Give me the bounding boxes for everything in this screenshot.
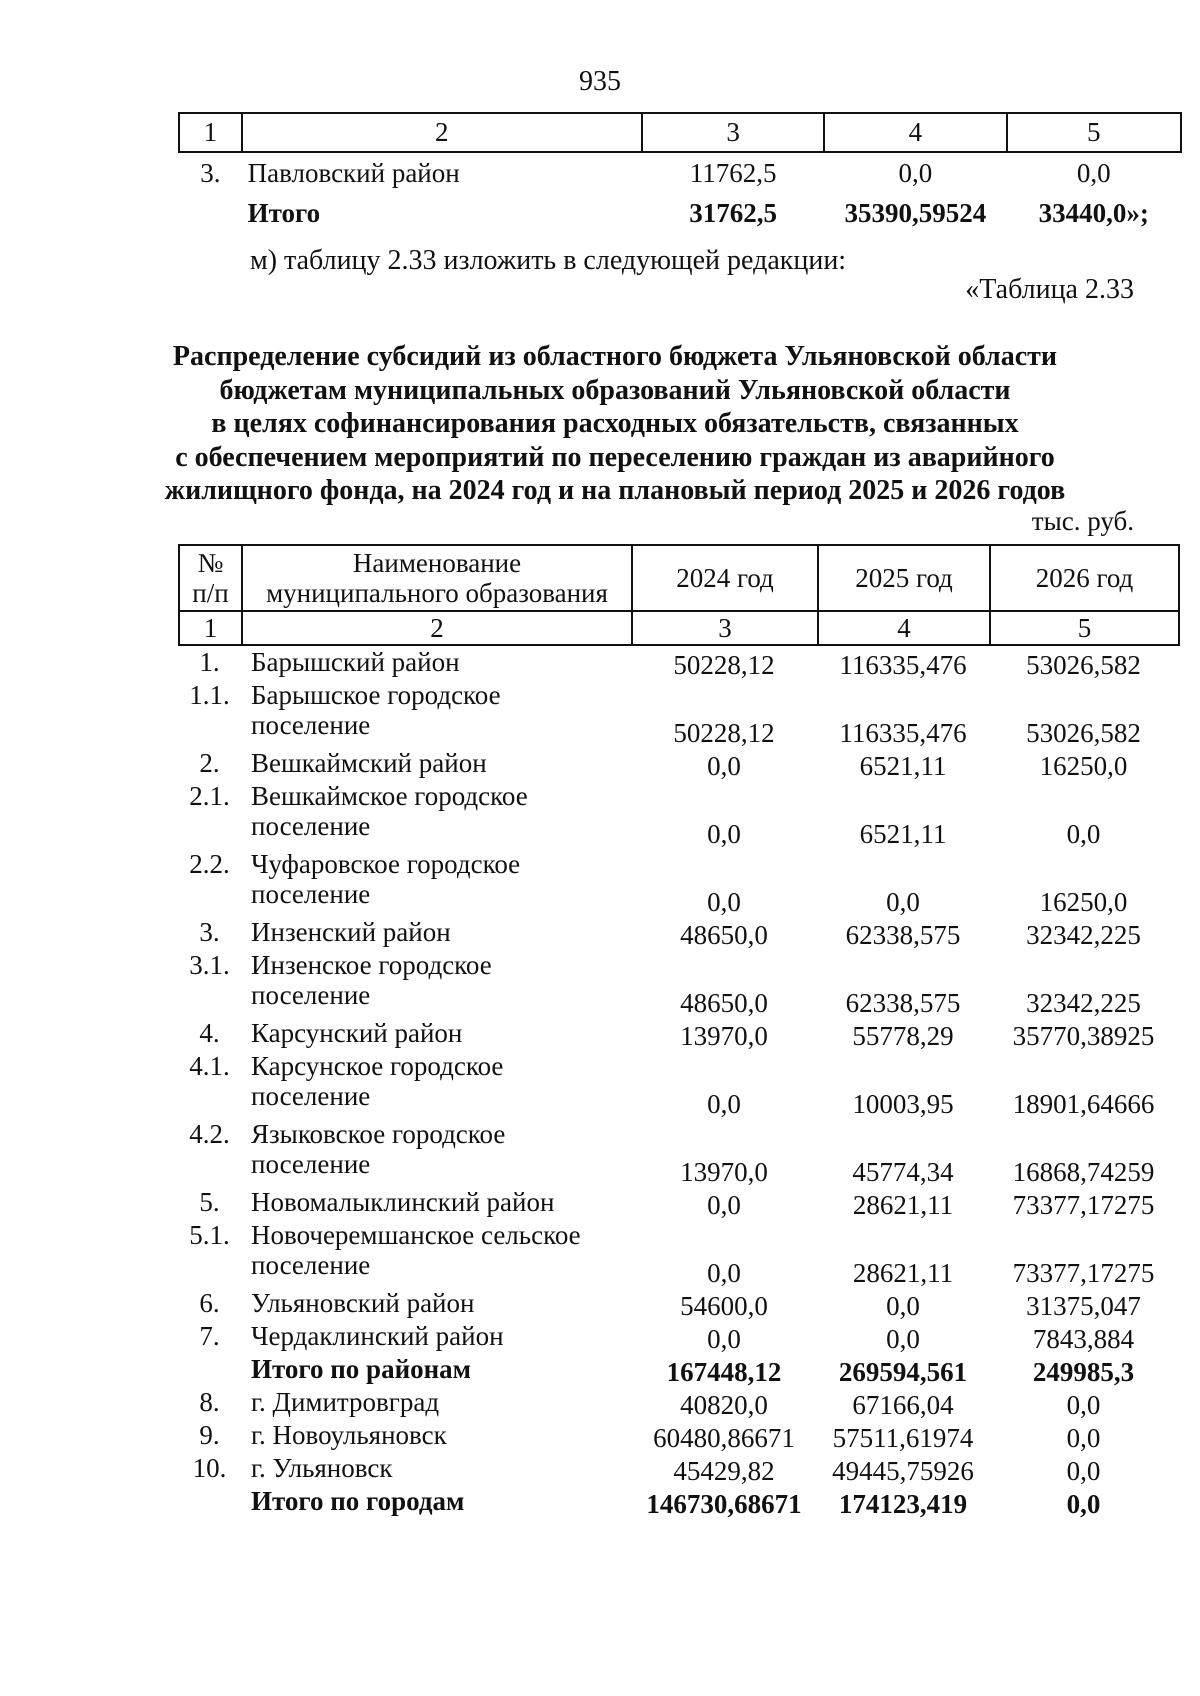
column-number: 2 <box>242 611 632 645</box>
table-row <box>178 1321 1178 1354</box>
value-2024: 13970,0 <box>680 1156 768 1187</box>
header-name: Наименование муниципального образования <box>242 545 632 611</box>
table-row <box>178 1420 1178 1453</box>
table-row <box>178 950 1178 1018</box>
row-name: Итого <box>247 197 321 228</box>
municipality-name: Барышский район <box>251 647 460 677</box>
row-number <box>178 1486 241 1519</box>
column-numbers-row <box>179 611 1179 645</box>
value-2024: 0,0 <box>707 1088 741 1119</box>
municipality-name: Новомалыклинский район <box>251 1187 555 1217</box>
column-number: 5 <box>990 611 1179 645</box>
municipality-name: Чердаклинский район <box>251 1321 504 1351</box>
column-number: 1 <box>179 611 242 645</box>
municipality-name: Карсунский район <box>251 1018 463 1048</box>
row-number: 1. <box>199 647 220 677</box>
value-2025: 55778,29 <box>852 1020 954 1051</box>
row-number: 5. <box>199 1187 220 1217</box>
value-2026: 32342,225 <box>1026 919 1141 950</box>
value-2024: 0,0 <box>707 1323 741 1354</box>
value-2026: 73377,17275 <box>1012 1257 1155 1288</box>
value-2025: 269594,561 <box>838 1356 968 1387</box>
value-2025: 6521,11 <box>859 818 947 849</box>
value-2024: 0,0 <box>707 818 741 849</box>
municipality-name: Языковское городское поселение <box>251 1119 506 1180</box>
row-number: 3. <box>200 157 221 188</box>
title-line: жилищного фонда, на 2024 год и на плановый период 2025 и 2026 годов <box>164 475 1066 507</box>
value-2024: 0,0 <box>707 886 741 917</box>
municipality-name: Карсунское городское поселение <box>251 1051 504 1112</box>
value-2025: 116335,476 <box>839 717 967 748</box>
value-2025: 62338,575 <box>845 919 961 950</box>
value-2024: 45429,82 <box>673 1455 775 1486</box>
table-row <box>178 1453 1178 1486</box>
table-row <box>179 152 1181 193</box>
previous-table-column-numbers <box>179 113 1181 152</box>
table-row <box>178 781 1178 849</box>
total-row <box>178 1486 1178 1519</box>
row-number: 4.1. <box>189 1051 230 1081</box>
value-2026: 73377,17275 <box>1012 1189 1155 1220</box>
row-name: Павловский район <box>247 157 460 188</box>
value-2024: 11762,5 <box>689 157 777 188</box>
value-2024: 146730,68671 <box>646 1488 802 1519</box>
municipality-name: г. Новоульяновск <box>251 1420 447 1450</box>
value-2025: 67166,04 <box>852 1389 954 1420</box>
title-line: Распределение субсидий из областного бюджета Ульяновской области <box>172 341 1058 372</box>
row-number: 4.2. <box>189 1119 230 1149</box>
value-2024: 48650,0 <box>680 987 768 1018</box>
value-2026: 35770,38925 <box>1012 1020 1155 1051</box>
value-2026: 0,0 <box>1066 1455 1101 1486</box>
municipality-name: Инзенский район <box>251 917 451 947</box>
municipality-name: Итого по районам <box>251 1354 472 1384</box>
table-title <box>150 340 1080 508</box>
value-2026: 16868,74259 <box>1012 1156 1155 1187</box>
municipality-name: Итого по городам <box>251 1486 465 1516</box>
municipality-name: Инзенское городское поселение <box>251 950 492 1011</box>
total-row <box>178 1354 1178 1387</box>
page-number: 935 <box>579 66 621 97</box>
column-number: 5 <box>1007 113 1181 152</box>
value-2025: 57511,61974 <box>832 1422 974 1453</box>
value-2026: 0,0 <box>1066 1488 1101 1519</box>
value-2026: 32342,225 <box>1026 987 1141 1018</box>
value-2024: 40820,0 <box>680 1389 768 1420</box>
municipality-name: Барышское городское поселение <box>251 680 501 741</box>
value-2025: 0,0 <box>886 1323 920 1354</box>
value-2025: 49445,75926 <box>832 1455 974 1486</box>
value-2026: 249985,3 <box>1032 1356 1135 1387</box>
value-2024: 50228,12 <box>673 717 775 748</box>
row-number: 2.2. <box>189 849 230 879</box>
municipality-name: г. Димитровград <box>251 1387 440 1417</box>
value-2025: 35390,59524 <box>844 197 987 228</box>
title-line: бюджетам муниципальных образований Ульяновской области <box>219 374 1011 406</box>
table-row <box>178 748 1178 781</box>
row-number: 7. <box>199 1321 220 1351</box>
header-number: № п/п <box>179 545 242 611</box>
row-number: 6. <box>199 1288 220 1318</box>
table-row <box>178 917 1178 950</box>
main-table-header <box>178 544 1180 646</box>
value-2025: 174123,419 <box>838 1488 968 1519</box>
row-number: 8. <box>199 1387 220 1417</box>
header-2024: 2024 год <box>632 545 818 611</box>
header-2025: 2025 год <box>818 545 990 611</box>
value-2024: 48650,0 <box>680 919 768 950</box>
table-row <box>178 1288 1178 1321</box>
main-table-body <box>178 647 1178 1519</box>
table-row <box>178 1220 1178 1288</box>
table-row <box>178 1387 1178 1420</box>
value-2024: 0,0 <box>707 750 741 781</box>
municipality-name: г. Ульяновск <box>251 1453 393 1483</box>
row-number: 3. <box>199 917 220 947</box>
header-row <box>179 545 1179 611</box>
value-2025: 28621,11 <box>852 1189 954 1220</box>
previous-table-continuation <box>178 112 1182 233</box>
row-number: 2.1. <box>189 781 230 811</box>
row-number: 4. <box>199 1018 220 1048</box>
value-2024: 50228,12 <box>673 649 775 680</box>
municipality-name: Чуфаровское городское поселение <box>251 849 521 910</box>
table-row <box>178 1119 1178 1187</box>
value-2025: 28621,11 <box>852 1257 954 1288</box>
table-row <box>178 849 1178 917</box>
value-2026: 0,0 <box>1076 157 1111 188</box>
column-number: 3 <box>642 113 824 152</box>
row-number <box>178 1354 241 1387</box>
value-2025: 0,0 <box>898 157 933 188</box>
value-2026: 53026,582 <box>1026 717 1141 748</box>
row-number: 3.1. <box>189 950 230 980</box>
value-2026: 7843,884 <box>1032 1323 1135 1354</box>
row-number <box>179 193 242 233</box>
row-number: 1.1. <box>189 680 230 710</box>
value-2026: 16250,0 <box>1039 886 1128 917</box>
value-2025: 45774,34 <box>852 1156 954 1187</box>
row-number: 2. <box>199 748 220 778</box>
value-2024: 31762,5 <box>689 197 777 228</box>
municipality-name: Новочеремшанское сельское поселение <box>251 1220 581 1281</box>
value-2024: 0,0 <box>707 1257 741 1288</box>
value-2025: 6521,11 <box>859 750 947 781</box>
table-label: «Таблица 2.33 <box>965 274 1134 305</box>
table-row <box>178 1018 1178 1051</box>
value-2024: 167448,12 <box>666 1356 782 1387</box>
value-2024: 13970,0 <box>680 1020 768 1051</box>
municipality-name: Вешкаймское городское поселение <box>251 781 528 842</box>
value-2026: 0,0 <box>1066 1389 1101 1420</box>
row-number: 10. <box>192 1453 227 1483</box>
row-number: 5.1. <box>189 1220 230 1250</box>
header-2026: 2026 год <box>990 545 1179 611</box>
value-2026: 33440,0»; <box>1038 197 1149 228</box>
column-number: 3 <box>632 611 818 645</box>
value-2025: 0,0 <box>886 886 920 917</box>
column-number: 4 <box>824 113 1006 152</box>
value-2025: 0,0 <box>886 1290 920 1321</box>
value-2025: 116335,476 <box>839 649 967 680</box>
value-2024: 54600,0 <box>680 1290 768 1321</box>
amendment-text: м) таблицу 2.33 изложить в следующей редакции: <box>250 245 847 276</box>
table-row <box>178 1051 1178 1119</box>
table-row <box>178 647 1178 680</box>
value-2025: 62338,575 <box>845 987 961 1018</box>
column-number: 1 <box>179 113 242 152</box>
column-number: 4 <box>818 611 990 645</box>
value-2024: 60480,86671 <box>653 1422 795 1453</box>
value-2025: 10003,95 <box>852 1088 954 1119</box>
column-number: 2 <box>242 113 642 152</box>
title-line: с обеспечением мероприятий по переселению граждан из аварийного <box>175 441 1055 473</box>
municipality-name: Ульяновский район <box>251 1288 475 1318</box>
total-row <box>179 193 1181 233</box>
table-row <box>178 1187 1178 1220</box>
value-2026: 31375,047 <box>1026 1290 1141 1321</box>
value-2026: 16250,0 <box>1039 750 1128 781</box>
value-2026: 53026,582 <box>1026 649 1141 680</box>
table-row <box>178 680 1178 748</box>
value-2024: 0,0 <box>707 1189 741 1220</box>
value-2026: 0,0 <box>1066 818 1101 849</box>
unit-label: тыс. руб. <box>1031 506 1134 536</box>
value-2026: 18901,64666 <box>1012 1088 1155 1119</box>
title-line: в целях софинансирования расходных обязательств, связанных <box>211 408 1019 440</box>
value-2026: 0,0 <box>1066 1422 1101 1453</box>
row-number: 9. <box>199 1420 220 1450</box>
municipality-name: Вешкаймский район <box>251 748 487 778</box>
